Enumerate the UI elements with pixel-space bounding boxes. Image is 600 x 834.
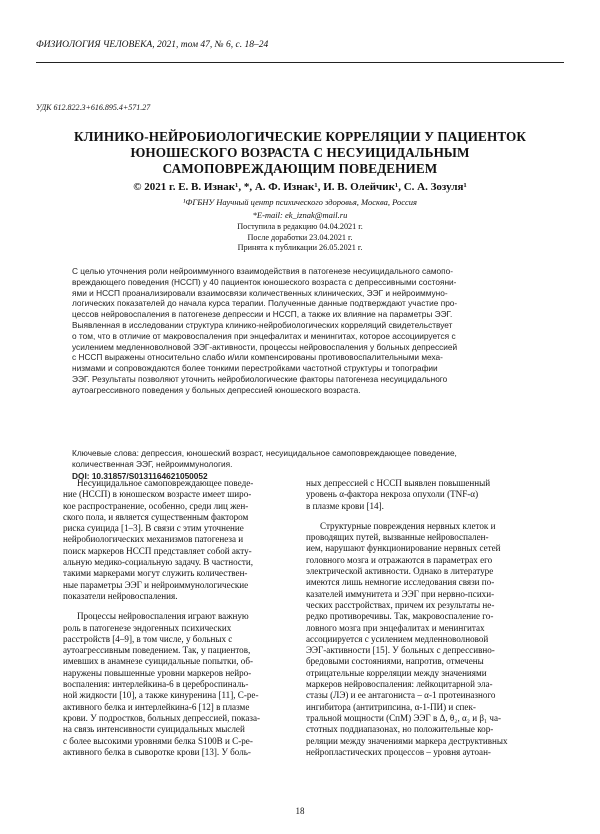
body-text-line: реляции между значениями маркера деструктивных — [306, 735, 508, 746]
abstract-line: С целью уточнения роли нейроиммунного взаимодействия в патогенезе несуицидального самопо- — [72, 266, 454, 276]
udc-code: УДК 612.822.3+616.895.4+571.27 — [36, 103, 151, 112]
body-text-line: проводящих путей, вызванные нейровоспален- — [306, 532, 489, 543]
body-text-line: имевших в анамнезе суицидальные попытки, об- — [63, 656, 253, 667]
abstract-line: цессов нейровоспаления в патогенезе депрессии и НССП, а также их влияние на параметры ЭЭГ. — [72, 309, 453, 320]
body-text-line: ние (НССП) в юношеском возрасте имеет широ- — [63, 489, 252, 500]
body-text-line: Процессы нейровоспаления играют важную — [77, 611, 249, 622]
paragraph-gap — [306, 512, 543, 521]
body-text-line: уровень α-фактора некроза опухоли (TNF-α) — [306, 489, 479, 500]
article-title — [50, 129, 550, 177]
received-date: Поступила в редакцию 04.04.2021 г. — [237, 222, 363, 231]
body-text-line: тральной мощности (СпМ) ЭЭГ в Δ, θ₂, α₂ и β₁ ча- — [306, 712, 502, 723]
body-text-line: ского пола, и является существенным фактором — [63, 511, 249, 522]
body-text-line: казателей иммунитета и ЭЭГ при нервно-психи- — [306, 588, 495, 599]
title-line-2: ЮНОШЕСКОГО ВОЗРАСТА С НЕСУИЦИДАЛЬНЫМ — [130, 145, 470, 160]
abstract-line: усилением медленноволновой ЭЭГ-активности, процессы нейровоспаления у больных депрессией — [72, 341, 458, 352]
body-text-line: нейропластических процессов – уровня аутоан- — [306, 746, 491, 757]
body-text-line: ингибитора (антитрипсина, α-1-ПИ) и спек- — [306, 701, 476, 712]
body-text-line: на связь интенсивности суицидальных мыслей — [63, 724, 245, 735]
abstract-line: Выявленная в исследовании структура клинико-нейробиологических корреляций свидетельствует — [72, 319, 453, 330]
body-text-line: с более высокими уровнями белка S100B и С-ре- — [63, 735, 253, 746]
body-text-line: наружены повышенные уровни маркеров нейро- — [63, 667, 252, 678]
abstract-line: ями и НССП проанализировали взаимосвязи количественных клинических, ЭЭГ и нейроиммуно- — [72, 287, 448, 298]
title-line-1: КЛИНИКО-НЕЙРОБИОЛОГИЧЕСКИЕ КОРРЕЛЯЦИИ У ПАЦИЕНТОК — [73, 129, 527, 144]
body-text-line: в плазме крови [14]. — [306, 500, 384, 511]
keywords-line: Ключевые слова: депрессия, юношеский возраст, несуицидальное самоповреждающее поведение, — [72, 448, 457, 458]
header-rule — [36, 62, 564, 63]
body-text-line: расстройств [4–9], в том числе, у больных с — [63, 633, 233, 644]
body-text-line: воспаления: интерлейкина-6 в цереброспиналь- — [63, 679, 249, 690]
body-text-line: стазы (ЛЭ) и ее антагониста – α-1 протеиназного — [306, 690, 496, 701]
keywords — [72, 448, 528, 470]
body-text-line: аутоагрессивным поведением. Так, у пациентов, — [63, 645, 251, 656]
doi-link[interactable]: DOI: 10.31857/S0131164621050052 — [72, 471, 208, 481]
body-text-line: ной жидкости [10], а также кинуренина [11], С-ре- — [63, 690, 259, 701]
publication-dates — [30, 222, 570, 254]
abstract-line: логических показателей до начала курса терапии. Полученные данные подтверждают участие про- — [72, 298, 458, 309]
accepted-date: Принята к публикации 26.05.2021 г. — [237, 243, 363, 252]
title-line-3: САМОПОВРЕЖДАЮЩИМ ПОВЕДЕНИЕМ — [162, 161, 438, 176]
abstract-line: ЭЭГ. Результаты позволяют уточнить нейробиологические факторы патогенеза несуицидального — [72, 373, 448, 384]
authors-line: © 2021 г. Е. В. Изнак¹, *, А. Ф. Изнак¹, И. В. Олейчик¹, С. А. Зозуля¹ — [133, 181, 467, 193]
body-text-line: ных депрессией с НССП выявлен повышенный — [306, 478, 491, 488]
body-text-line: ные параметры ЭЭГ и нейроиммунологические — [63, 579, 249, 590]
body-text-line: такими маркерами могут служить количествен- — [63, 568, 248, 579]
body-column-right — [306, 478, 543, 758]
body-text-line: показатели нейровоспаления. — [63, 590, 178, 601]
body-text-line: альную медико-социальную задачу. В частности, — [63, 557, 254, 568]
body-column-left — [63, 478, 300, 758]
body-text-line: риска суицида [1–3]. В связи с этим уточнение — [63, 523, 244, 534]
body-text-line: поиск маркеров НССП представляет собой акту- — [63, 545, 252, 556]
body-text-line: Структурные повреждения нервных клеток и — [320, 520, 496, 531]
body-text-line: ием, нарушают функционирование нервных сетей — [306, 543, 501, 554]
body-text-line: нейробиологических механизмов патогенеза и — [63, 534, 244, 545]
body-text-line: головного мозга и отражаются в параметрах его — [306, 554, 493, 565]
body-text-line: активного белка и интерлейкина-6 [12] в плазме — [63, 701, 250, 712]
body-text-line: имеются лишь немногие исследования связи по- — [306, 577, 495, 588]
body-text-line: бредовыми состояниями, напротив, отмечены — [306, 656, 484, 667]
journal-header: ФИЗИОЛОГИЯ ЧЕЛОВЕКА, 2021, том 47, № 6, с. 18–24 — [36, 40, 269, 50]
body-text-line: редко противоречивы. Так, макровоспаление го- — [306, 611, 494, 622]
body-text-line: ЭЭГ-активности [15]. У больных с депрессивно- — [306, 645, 495, 656]
body-text-line: ловного мозга при энцефалитах и менингитах — [306, 622, 485, 633]
body-text-line: отрицательные корреляции между значениями — [306, 667, 487, 678]
keywords-line: количественная ЭЭГ, нейроиммунология. — [72, 458, 233, 469]
body-text-line: крови. У подростков, больных депрессией, показа- — [63, 712, 261, 723]
body-text-line: электрической активности. Однако в литературе — [306, 566, 494, 577]
body-text-line: стотных поддиапазонах, но положительные кор- — [306, 724, 494, 735]
page-number: 18 — [295, 806, 305, 816]
body-text-line: ассоциируется с усилением медленноволновой — [306, 633, 489, 644]
body-text-line: кое распространение, особенно, среди лиц жен- — [63, 500, 249, 511]
affiliation: ¹ФГБНУ Научный центр психического здоровья, Москва, Россия — [183, 197, 417, 207]
body-text-line: ческих расстройствах, причем их результаты не- — [306, 599, 495, 610]
corresponding-email[interactable]: *E-mail: ek_iznak@mail.ru — [252, 210, 348, 220]
abstract-line: с НССП выражены относительно слабо и/или компенсированы противовоспалительными меха- — [72, 352, 443, 363]
revised-date: После доработки 23.04.2021 г. — [247, 232, 353, 242]
paragraph-gap — [63, 602, 300, 611]
abstract — [72, 266, 528, 396]
body-text-line: активного белка в сыворотке крови [13]. У боль- — [63, 746, 251, 757]
abstract-line: низмами и сопровождаются более тонкими перестройками частотной структуры и топографии — [72, 363, 438, 374]
body-text-line: маркеров нейровоспаления: лейкоцитарной эла- — [306, 679, 493, 690]
abstract-line: о том, что в отличие от макровоспаления при энцефалитах и менингитах, которое ассоциируется с — [72, 330, 456, 341]
abstract-line: вреждающего поведения (НССП) у 40 пациенток юношеского возраста с депрессивными состояни- — [72, 276, 457, 287]
body-text-line: Несуицидальное самоповреждающее поведе- — [77, 478, 254, 488]
body-text-line: роль в патогенезе эндогенных психических — [63, 622, 232, 633]
abstract-line: аутоагрессивного поведения у больных депрессией юношеского возраста. — [72, 384, 361, 395]
